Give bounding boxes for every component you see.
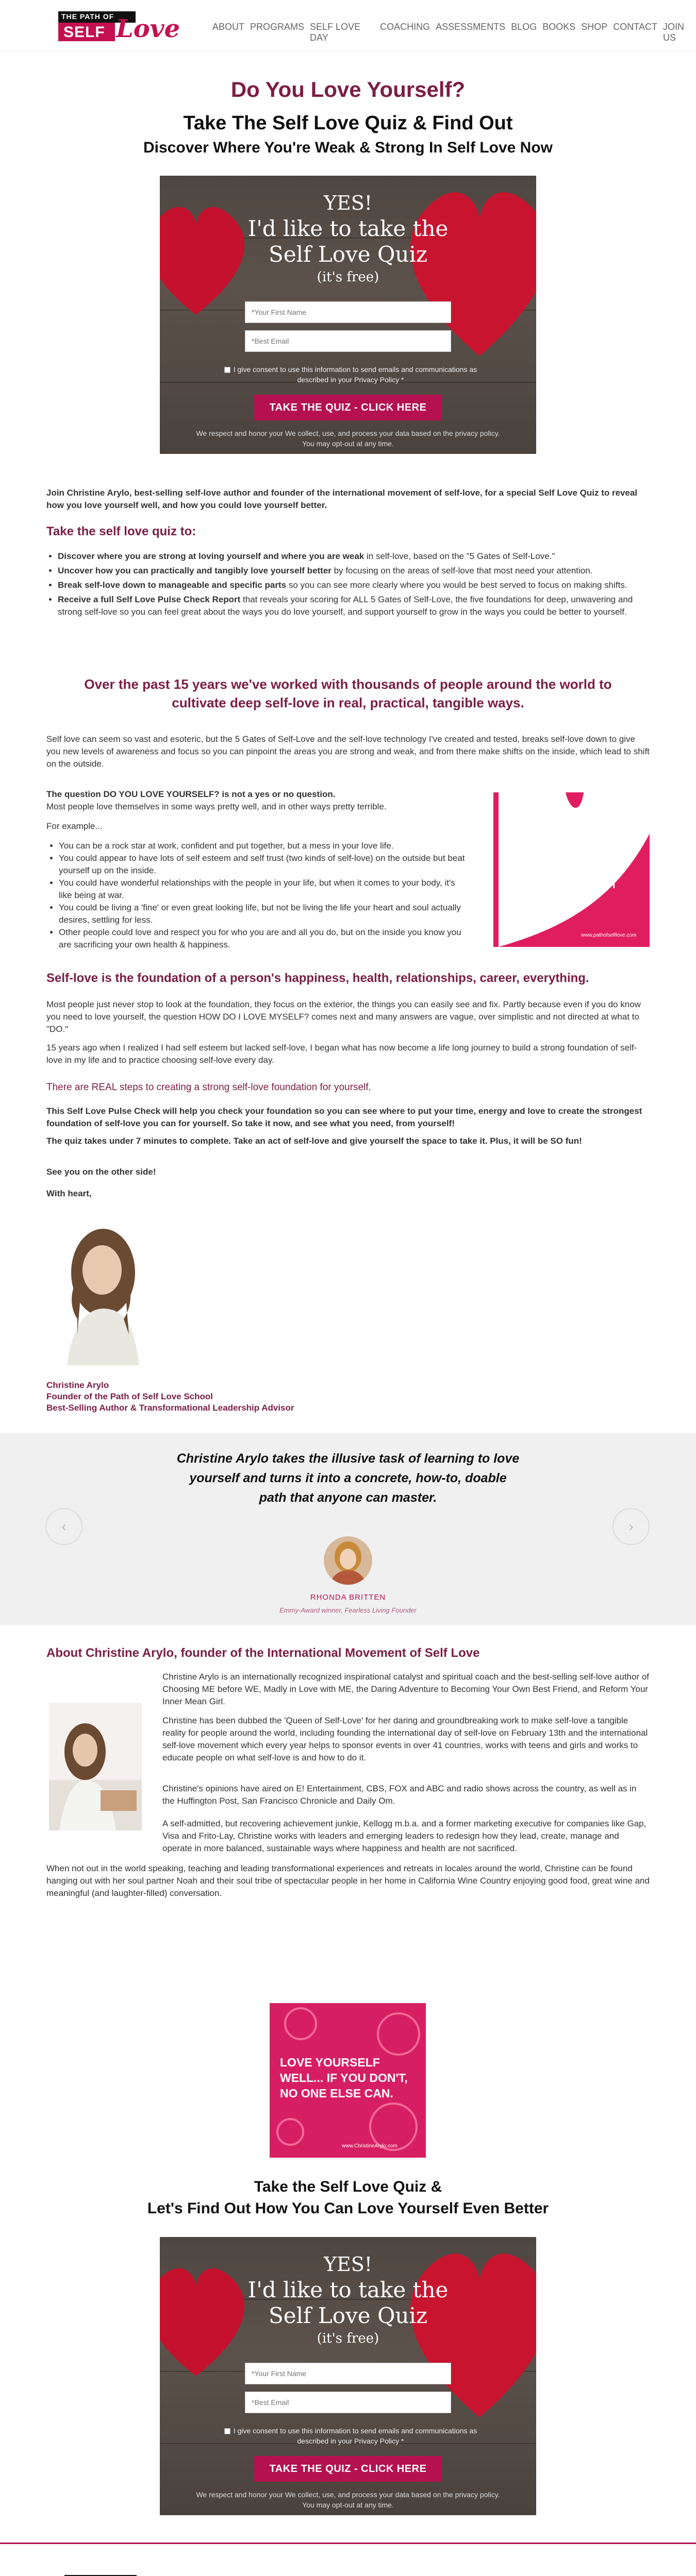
- first-name-input[interactable]: [245, 2363, 451, 2384]
- example-list: [59, 840, 469, 951]
- quiz-free: (it's free): [317, 269, 379, 285]
- nav-contact[interactable]: CONTACT: [613, 22, 657, 32]
- question-block: [46, 788, 469, 951]
- steps-link[interactable]: There are REAL steps to creating a strong self-love foundation for yourself.: [46, 1082, 371, 1093]
- signature-line2: Best-Selling Author & Transformational Leadership Advisor: [46, 1403, 294, 1413]
- consent-row[interactable]: [217, 2426, 485, 2446]
- cta2-line2: Let's Find Out How You Can Love Yourself Even Better: [147, 2200, 549, 2217]
- logo-top-text: THE PATH OF: [61, 12, 114, 21]
- email-input[interactable]: [245, 330, 451, 352]
- love-yourself-image: [270, 2003, 426, 2158]
- nav-self-love-day[interactable]: SELF LOVE DAY: [310, 22, 361, 43]
- quiz-to-heading: Take the self love quiz to:: [46, 524, 196, 538]
- consent-row[interactable]: [217, 364, 485, 385]
- testimonial-slider: [0, 1433, 696, 1625]
- callout-experience: Over the past 15 years we've worked with thousands of people around the world to cultivate deep self-love in real, practical, tangible ways.: [84, 676, 612, 710]
- site-footer: [0, 2544, 696, 2576]
- prev-arrow-icon[interactable]: ‹: [45, 1508, 82, 1545]
- testimonial-role: Emmy-Award winner, Fearless Living Founder: [279, 1606, 417, 1614]
- signature-block: [46, 1380, 294, 1414]
- take-quiz-button[interactable]: TAKE THE QUIZ - CLICK HERE: [254, 395, 442, 420]
- question-bold: The question DO YOU LOVE YOURSELF? is not a yes or no question.: [46, 789, 336, 799]
- list-item: • Break self-love down to manageable and specific parts so you can see more clearly where you would be best served to focus on making shifts.: [58, 579, 650, 591]
- nav-shop[interactable]: SHOP: [581, 22, 608, 32]
- list-item: • You can be a rock star at work, confident and put together, but a mess in your love life.: [59, 840, 469, 852]
- email-input[interactable]: [245, 2392, 451, 2413]
- list-item: • You could appear to have lots of self esteem and self trust (two kinds of self-love) on the outside but beat yourself up on the inside.: [59, 852, 469, 877]
- testimonial-name: RHONDA BRITTEN: [310, 1593, 386, 1602]
- relationship-quote-text: THE MOST IMPORTANT RELATIONSHIP IS THE ONE YOU HAVE WITH YOURSELF: [503, 852, 625, 904]
- logo-script-text: Love: [116, 14, 180, 43]
- list-item: • Uncover how you can practically and tangibly love yourself better by focusing on the areas of self-love that most need your attention.: [58, 565, 650, 577]
- list-item: • Receive a full Self Love Pulse Check Report that reveals your scoring for ALL 5 Gates of Self-Love, the five foundations for deep, unwavering and strong self-love so you can feel great about the ways you do love yourself, and support yourself to grow in the ways you could be better to yourself.: [58, 594, 650, 618]
- for-example: For example...: [46, 821, 103, 831]
- logo-self-text: SELF: [63, 24, 105, 41]
- quiz-line1: I'd like to take the: [247, 2277, 449, 2302]
- hero-subtitle: Discover Where You're Weak & Strong In Self Love Now: [143, 139, 553, 156]
- love-card-site: www.ChristineArylo.com: [342, 2143, 397, 2149]
- quiz-free: (it's free): [317, 2331, 379, 2346]
- next-arrow-icon[interactable]: ›: [612, 1508, 650, 1545]
- testimonial-quote: Christine Arylo takes the illusive task of learning to love yourself and turns it into a concrete, how-to, doable path that anyone can master.: [176, 1451, 520, 1505]
- minutes-paragraph: The quiz takes under 7 minutes to complete. Take an act of self-love and give yourself the space to take it. Plus, it will be SO fun!: [46, 1136, 582, 1146]
- nav-assessments[interactable]: ASSESSMENTS: [436, 22, 506, 32]
- about-heading: About Christine Arylo, founder of the International Movement of Self Love: [46, 1646, 480, 1660]
- signature-line1: Founder of the Path of Self Love School: [46, 1392, 213, 1401]
- foundation-heading: Self-love is the foundation of a person's happiness, health, relationships, career, everything.: [46, 971, 589, 985]
- consent-checkbox[interactable]: [224, 2428, 230, 2434]
- quiz-yes: YES!: [323, 192, 373, 214]
- consent-checkbox[interactable]: [224, 367, 230, 373]
- take-quiz-button[interactable]: TAKE THE QUIZ - CLICK HERE: [254, 2456, 442, 2482]
- about-p1: Christine Arylo is an internationally recognized inspirational catalyst and spiritual coach and the best-selling self-love author of Choosing ME before WE, Madly in Love with ME, the Daring Adventure to Becoming Your Own Best Friend, and Reform Your Inner Mean Girl.: [162, 1672, 650, 1706]
- nav-blog[interactable]: BLOG: [511, 22, 537, 32]
- first-name-input[interactable]: [245, 301, 451, 323]
- nav-about[interactable]: ABOUT: [212, 22, 245, 32]
- nav-programs[interactable]: PROGRAMS: [250, 22, 305, 32]
- christine-portrait: [46, 1216, 150, 1365]
- privacy-note: We respect and honor your We collect, use, and process your data based on the privacy policy. You may opt-out at any time.: [196, 429, 500, 448]
- quiz-to-list: [46, 550, 650, 620]
- site-logo[interactable]: [54, 7, 183, 46]
- about-photo: [49, 1703, 142, 1831]
- hero-title: Take The Self Love Quiz & Find Out: [183, 112, 513, 134]
- about-p5: When not out in the world speaking, teaching and leading transformational experiences and retreats in locales around the world, Christine can be found hanging out with her soul partner Noah and their soul tribe of spectacular people in her home in California Wine Country enjoying good food, great wine and meaningful (and laughter-filled) conversation.: [46, 1863, 650, 1898]
- quiz-yes: YES!: [323, 2253, 373, 2276]
- quiz-line2: Self Love Quiz: [268, 2303, 428, 2328]
- hero-question: Do You Love Yourself?: [230, 77, 466, 101]
- foundation-p1: Most people just never stop to look at the foundation, they focus on the exterior, the things you can easily see and fix. Partly because even if you do know you need to love yourself, the question HOW DO I LOVE MYSELF? comes next and many answers are vague, over simplistic and not directed at what to "DO.": [46, 999, 641, 1034]
- list-item: • You could be living a 'fine' or even great looking life, but not be living the life your heart and soul actually desires, settling for less.: [59, 902, 469, 926]
- with-heart: With heart,: [46, 1189, 92, 1198]
- pink-card-site: www.pathofselflove.com: [581, 933, 637, 938]
- consent-text: I give consent to use this information to send emails and communications as described in your Privacy Policy *: [233, 365, 477, 384]
- signature-name: Christine Arylo: [46, 1380, 109, 1390]
- gates-paragraph: Self love can seem so vast and esoteric, but the 5 Gates of Self-Love and the self-love technology I've created and tested, breaks self-love down to give you new levels of awareness and focus so you can pinpoint the areas you are strong and weak, and from there make shifts on the inside, which lead to shift on the outside.: [46, 734, 650, 769]
- question-line2: Most people love themselves in some ways pretty well, and in other ways pretty terrible.: [46, 802, 387, 811]
- portrait-image: [46, 1216, 150, 1365]
- consent-text: I give consent to use this information to send emails and communications as described in your Privacy Policy *: [233, 2427, 477, 2445]
- intro-text: Join Christine Arylo, best-selling self-love author and founder of the international movement of self-love, for a special Self Love Quiz to reveal how you love yourself well, and how you could love yourself better.: [46, 488, 638, 510]
- nav-coaching[interactable]: COACHING: [380, 22, 430, 32]
- quiz-form-bottom: [160, 2237, 536, 2515]
- testimonial-avatar: [324, 1536, 372, 1585]
- love-card-text: LOVE YOURSELF WELL... IF YOU DON'T, NO ONE ELSE CAN.: [280, 2056, 408, 2100]
- quiz-line2: Self Love Quiz: [268, 242, 428, 267]
- privacy-note: We respect and honor your We collect, use, and process your data based on the privacy policy. You may opt-out at any time.: [196, 2490, 500, 2509]
- quiz-form: [160, 176, 536, 454]
- quiz-line1: I'd like to take the: [247, 216, 449, 241]
- cta2-line1: Take the Self Love Quiz &: [254, 2178, 442, 2195]
- list-item: • Discover where you are strong at loving yourself and where you are weak in self-love, based on the "5 Gates of Self-Love.": [58, 550, 650, 563]
- main-nav: [212, 22, 696, 43]
- see-you: See you on the other side!: [46, 1167, 156, 1177]
- nav-books[interactable]: BOOKS: [542, 22, 576, 32]
- list-item: • Other people could love and respect you for who you are and all you do, but on the inside you know you are sacrificing your own health & happiness.: [59, 926, 469, 951]
- about-p3: Christine's opinions have aired on E! Entertainment, CBS, FOX and ABC and radio shows across the country, as well as in the Huffington Post, San Francisco Chronicle and Daily Om.: [162, 1784, 637, 1806]
- about-p4: A self-admitted, but recovering achievement junkie, Kellogg m.b.a. and a former marketing executive for companies like Gap, Visa and Frito-Lay, Christine works with leaders and emerging leaders to redesign how they lead, create, manage and operate in more balanced, sustainable ways where happiness and health are not sacrificed.: [162, 1819, 647, 1853]
- relationship-quote-image: [493, 792, 650, 947]
- about-p2: Christine has been dubbed the 'Queen of Self-Love' for her daring and groundbreaking work to make self-love a tangible reality for people around the world, including founding the international day of self-love on February 13th and the international self-love movement which every year helps to sponsor events in over 41 countries, works with teens and girls and works to educate people on what self-love is and how to do it.: [162, 1716, 648, 1762]
- pulse-paragraph: This Self Love Pulse Check will help you check your foundation so you can see where to put your time, energy and love to create the strongest foundation of self-love you can for yourself. So take it now, and see what you need, from yourself!: [46, 1106, 642, 1128]
- foundation-p2: 15 years ago when I realized I had self esteem but lacked self-love, I began what has now become a life long journey to build a strong foundation of self-love in my life and to practice choosing self-love every day.: [46, 1043, 637, 1065]
- nav-join-us[interactable]: JOIN US: [662, 22, 684, 43]
- list-item: • You could have wonderful relationships with the people in your life, but when it comes to your body, it's like being at war.: [59, 877, 469, 902]
